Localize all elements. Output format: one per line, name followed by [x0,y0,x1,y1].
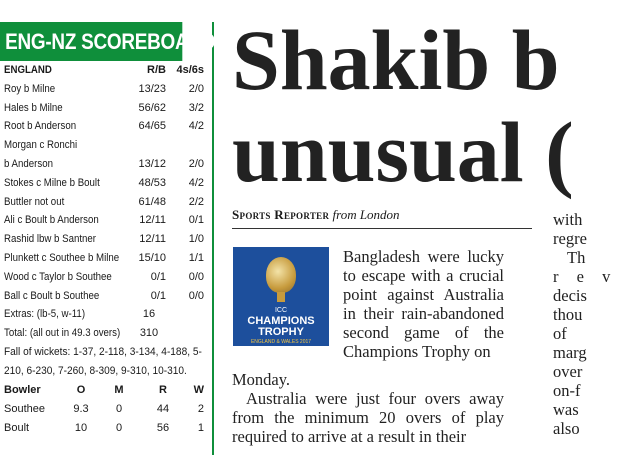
batsman-name: Morgan c Ronchi [4,139,78,152]
bowler-runs: 56 [156,421,170,434]
logo-line-2: TROPHY [258,326,304,338]
bowler-overs: 10 [74,421,88,434]
runs-balls: 0/1 [150,270,166,283]
batting-header-row [4,61,208,80]
batting-row [4,155,208,174]
runs-balls: 64/65 [138,120,166,133]
right-column-line: was [553,400,579,419]
byline [232,207,532,223]
runs-header: R [159,383,167,396]
batting-rows [4,80,208,306]
right-column-line: of [553,324,567,343]
right-column-line: thou [553,305,583,324]
right-column-line: also [553,419,580,438]
bowler-runs: 44 [156,402,170,415]
runs-balls: 15/10 [138,251,166,264]
batsman-name: Hales b Milne [4,101,63,114]
bowler-wickets: 1 [197,421,204,434]
logo-subtitle: ENGLAND & WALES 2017 [250,339,312,345]
right-column-line: marg [553,343,587,362]
fours-sixes: 0/0 [188,289,204,302]
right-column-fragment [553,210,617,438]
fours-sixes: 0/0 [188,270,204,283]
article-paragraph-1-end: Monday. [232,370,291,389]
batting-row [4,99,208,118]
runs-balls: 12/11 [139,233,166,246]
maidens-header: M [114,383,124,396]
runs-balls: 0/1 [150,289,166,302]
total-value: 310 [139,327,159,340]
batting-row [4,287,208,306]
right-column-line: r e v [553,267,617,286]
fours-sixes: 0/1 [188,214,204,227]
byline-location: from London [332,207,400,222]
headline [232,14,574,198]
article-paragraph-1: Bangladesh were lucky to escape with a crucial point against Australia in their rain-abandoned second game of the Champions Trophy on [343,247,504,361]
bowling-rows [4,400,208,438]
batsman-name: Plunkett c Southee b Milne [4,251,120,264]
fours-sixes: 1/0 [188,233,204,246]
fours-sixes: 3/2 [188,101,204,114]
fours-sixes: 2/0 [188,157,204,170]
batting-row [4,193,208,212]
batsman-name: Ali c Boult b Anderson [4,214,99,227]
right-column-line: Th [567,248,586,267]
champions-trophy-logo [233,247,329,346]
fours-sixes: 1/1 [188,251,204,264]
runs-balls: 13/12 [138,157,166,170]
runs-balls: 61/48 [138,195,166,208]
trophy-stem [277,292,285,302]
batsman-name: Ball c Boult b Southee [4,289,100,302]
scoreboard-panel [0,22,214,455]
bowler-wickets: 2 [197,402,204,415]
scoreboard-body [0,61,212,438]
article-paragraph-2: Australia were just four overs away from the minimum 20 overs of play required to arrive at a result in their [232,389,504,446]
trophy-icon [266,257,296,293]
byline-divider [232,228,532,229]
extras-label: Extras: (lb-5, w-11) [4,308,86,321]
right-column-line: regre [553,229,587,248]
wickets-header: W [193,383,204,396]
fours-sixes-header: 4s/6s [176,64,204,76]
runs-balls: 12/11 [139,214,166,227]
batting-row [4,136,208,155]
overs-header: O [76,383,86,396]
batting-row [4,230,208,249]
batsman-name: Wood c Taylor b Southee [4,270,112,283]
bowling-row [4,400,208,419]
fours-sixes: 4/2 [188,120,204,133]
batsman-name: b Anderson [4,157,53,170]
right-column-line: on-f [553,381,581,400]
bowler-header: Bowler [4,383,41,396]
batsman-name: Roy b Milne [4,82,56,95]
total-label: Total: (all out in 49.3 overs) [4,327,121,340]
batting-row [4,249,208,268]
extras-row [4,305,208,324]
headline-line-1: Shakib b [232,12,560,108]
right-column-line: with [553,210,583,229]
bowler-maidens: 0 [115,421,123,434]
logo-line-1: CHAMPIONS [247,315,315,327]
right-column-line: decis [553,286,587,305]
bowler-overs: 9.3 [73,402,89,415]
total-row [4,324,208,343]
fours-sixes: 2/2 [188,195,204,208]
bowler-maidens: 0 [115,402,123,415]
logo-icc: ICC [274,307,288,314]
batting-row [4,117,208,136]
fours-sixes: 2/0 [188,82,204,95]
batting-row [4,268,208,287]
bowler-name: Boult [4,421,30,434]
right-column-line: over [553,362,583,381]
batsman-name: Rashid lbw b Santner [4,233,97,246]
batsman-name: Root b Anderson [4,120,77,133]
byline-reporter: Sports Reporter [232,207,330,222]
bowling-row [4,419,208,438]
scoreboard-title: ENG-NZ SCOREBOARD [0,22,182,61]
batsman-name: Buttler not out [4,195,65,208]
bowler-name: Southee [4,402,45,415]
fours-sixes: 4/2 [188,176,204,189]
batsman-name: Stokes c Milne b Boult [4,176,100,189]
bowling-header-row [4,381,208,400]
runs-balls: 48/53 [138,176,166,189]
runs-balls: 56/62 [138,101,166,114]
fall-of-wickets: Fall of wickets: 1-37, 2-118, 3-134, 4-188, 5-210, 6-230, 7-260, 8-309, 9-310, 10-310. [4,345,202,377]
team-name: ENGLAND [4,64,52,76]
batting-row [4,80,208,99]
batting-row [4,174,208,193]
headline-line-2: unusual ( [232,104,574,200]
runs-balls: 13/23 [138,82,166,95]
batting-row [4,211,208,230]
extras-value: 16 [142,308,156,321]
runs-balls-header: R/B [147,64,166,76]
